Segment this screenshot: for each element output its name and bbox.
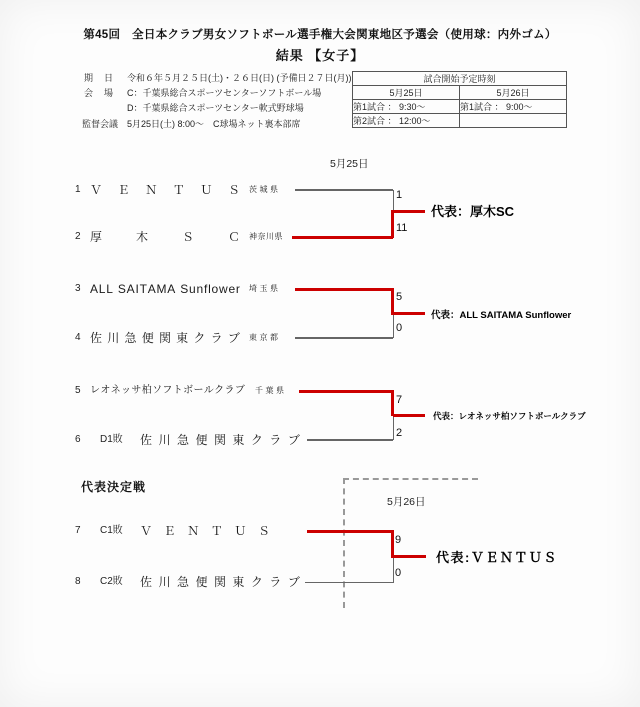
- info-label-meeting: 監督会議: [82, 119, 119, 129]
- team-number: 6: [75, 434, 81, 445]
- bracket-connector-m1-winner: [391, 210, 394, 238]
- winner-label-final: 代表:ＶＥＮＴＵＳ: [436, 550, 558, 565]
- info-label-date: 期 日: [84, 73, 115, 83]
- winner-label-m3: 代表：レオネッサ柏ソフトボールクラブ: [433, 411, 586, 421]
- loser-source-label: C2敗: [100, 576, 123, 587]
- bracket-line-team8: [305, 582, 393, 584]
- score-team7: 9: [395, 534, 402, 546]
- info-value-date: 令和６年５月２５日(土)・２６日(日) (予備日２７日(月)): [127, 73, 352, 83]
- bracket-line-team1: [295, 189, 393, 191]
- info-value-venue-d: D：千葉県総合スポーツセンター軟式野球場: [127, 103, 304, 113]
- prefecture-label: 埼玉県: [249, 284, 281, 293]
- bracket-line-team6: [307, 439, 393, 441]
- schedule-col-may26: 5月26日: [460, 86, 567, 100]
- winner-label-m2: 代表：ALL SAITAMA Sunflower: [431, 310, 572, 321]
- bracket-connector-m2-bottom: [393, 314, 395, 338]
- schedule-table-title: 試合開始予定時刻: [353, 72, 567, 86]
- team-name: 佐 川 急 便 関 東 ク ラ ブ: [140, 575, 300, 589]
- score-team8: 0: [395, 567, 402, 579]
- winner-line-m2: [393, 312, 425, 315]
- prefecture-label: 神奈川県: [249, 232, 283, 241]
- schedule-cell-game1-may26: 第1試合 ： 9:00～: [460, 100, 567, 114]
- bracket-connector-m3-winner: [391, 390, 394, 416]
- final-section-label: 代表決定戦: [81, 480, 147, 494]
- bracket-connector-m2-winner: [391, 288, 394, 315]
- prefecture-label: 東京都: [249, 333, 281, 342]
- winner-label-m1: 代表：厚木SC: [431, 204, 515, 219]
- bracket-line-team4: [295, 337, 393, 339]
- bracket-connector-m4-winner: [391, 530, 394, 558]
- loser-source-label: D1敗: [100, 434, 123, 445]
- winner-line-m4: [393, 555, 426, 558]
- winner-line-m1: [393, 210, 425, 213]
- team-name: 佐 川 急 便 関 東 ク ラ ブ: [140, 433, 300, 447]
- score-team2: 11: [396, 222, 408, 234]
- info-value-venue-c: C：千葉県総合スポーツセンターソフトボール場: [127, 88, 322, 98]
- schedule-cell-empty: [460, 114, 567, 128]
- team-name: 厚 木 Ｓ Ｃ: [90, 230, 240, 244]
- score-team6: 2: [396, 427, 403, 439]
- loser-source-label: C1敗: [100, 525, 123, 536]
- bracket-connector-m4-bottom: [393, 557, 395, 583]
- team-number: 4: [75, 332, 81, 343]
- schedule-cell-game2-may25: 第2試合 ： 12:00～: [353, 114, 460, 128]
- bracket-connector-m3-bottom: [393, 416, 395, 440]
- bracket-line-team3-winner: [295, 288, 393, 291]
- info-value-meeting: 5月25日(土) 8:00～ C球場ネット裏本部席: [127, 119, 301, 129]
- bracket-line-team2-winner: [292, 236, 393, 239]
- team-name: 佐 川 急 便 関 東 ク ラ ブ: [90, 331, 240, 345]
- score-team4: 0: [396, 322, 403, 334]
- score-team1: 1: [396, 189, 403, 201]
- team-number: 5: [75, 385, 81, 396]
- winner-line-m3: [393, 414, 425, 417]
- page-title: 第45回 全日本クラブ男女ソフトボール選手権大会関東地区予選会（使用球：内外ゴム）: [83, 29, 557, 41]
- team-number: 3: [75, 283, 81, 294]
- page-subtitle: 結果 【女子】: [275, 48, 365, 63]
- dashed-line-horizontal: [343, 478, 478, 480]
- schedule-cell-game1-may25: 第1試合 ： 9:30～: [353, 100, 460, 114]
- schedule-col-may25: 5月25日: [353, 86, 460, 100]
- team-number: 1: [75, 184, 81, 195]
- team-name: Ｖ Ｅ Ｎ Ｔ Ｕ Ｓ: [90, 183, 240, 197]
- prefecture-label: 千葉県: [255, 386, 287, 395]
- bracket-date-may25: 5月25日: [330, 158, 369, 170]
- team-name: Ｖ Ｅ Ｎ Ｔ Ｕ Ｓ: [140, 524, 270, 538]
- team-name: A L L S A I T A M A S u n f l o w e r: [90, 282, 240, 296]
- team-number: 2: [75, 231, 81, 242]
- team-number: 7: [75, 525, 81, 536]
- team-name: レ オ ネ ッ サ 柏 ソ フ ト ボ ー ル ク ラ ブ: [90, 385, 245, 396]
- info-label-venue: 会 場: [84, 88, 115, 98]
- team-number: 8: [75, 576, 81, 587]
- schedule-table: [352, 71, 567, 128]
- bracket-connector-m1-top: [393, 190, 395, 211]
- bracket-date-may26: 5月26日: [387, 496, 426, 508]
- bracket-line-team5-winner: [299, 390, 393, 393]
- bracket-line-team7-winner: [307, 530, 393, 533]
- score-team3: 5: [396, 291, 403, 303]
- prefecture-label: 茨城県: [249, 185, 281, 194]
- dashed-line-vertical: [343, 478, 345, 608]
- score-team5: 7: [396, 394, 403, 406]
